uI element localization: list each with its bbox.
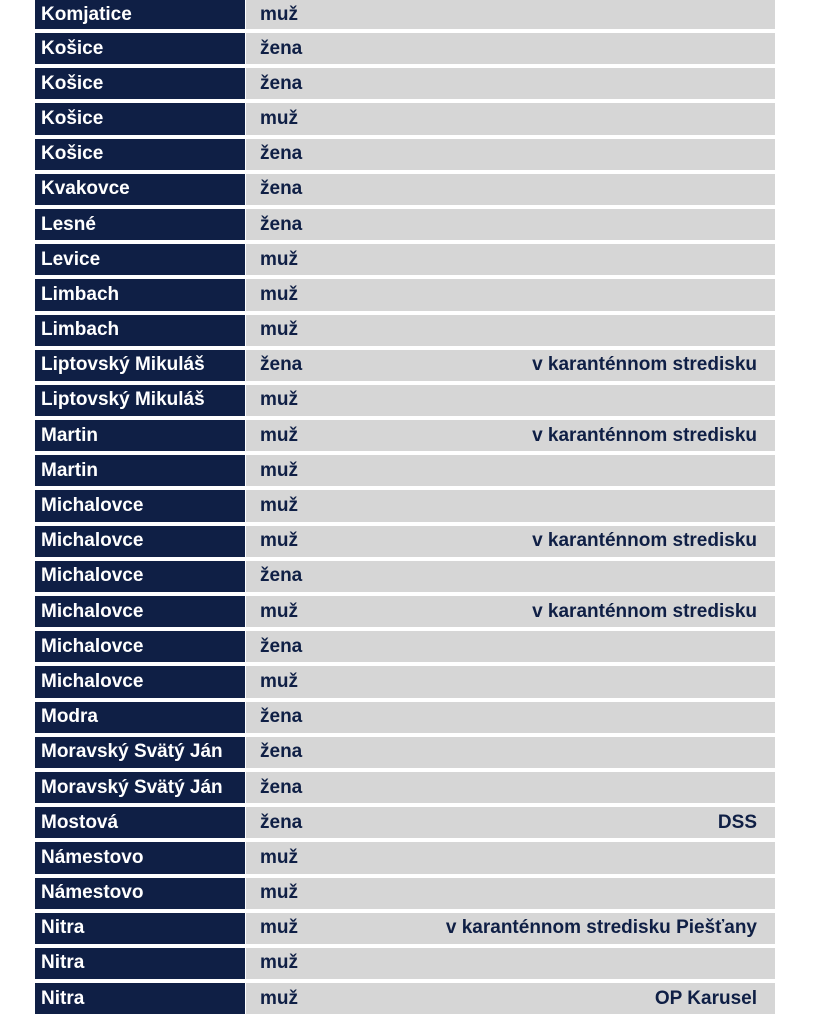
table-row — [35, 772, 775, 803]
city-cell: Nitra — [35, 913, 245, 944]
details-cell — [246, 385, 775, 416]
details-cell — [246, 526, 775, 557]
details-cell — [246, 842, 775, 873]
city-cell: Martin — [35, 455, 245, 486]
city-cell: Námestovo — [35, 842, 245, 873]
gender-cell: muž — [260, 882, 298, 904]
city-cell: Limbach — [35, 279, 245, 310]
details-cell — [246, 702, 775, 733]
details-cell — [246, 666, 775, 697]
gender-cell: žena — [260, 741, 303, 763]
table-row — [35, 561, 775, 592]
table-row — [35, 139, 775, 170]
note-cell: v karanténnom stredisku — [532, 600, 757, 622]
city-cell: Nitra — [35, 948, 245, 979]
note-cell: v karanténnom stredisku Piešťany — [445, 917, 757, 939]
table-row — [35, 842, 775, 873]
city-cell: Limbach — [35, 315, 245, 346]
details-cell — [246, 490, 775, 521]
gender-cell: muž — [260, 600, 298, 622]
gender-cell: muž — [260, 248, 298, 270]
gender-cell: muž — [260, 107, 298, 129]
gender-cell: muž — [260, 530, 298, 552]
cases-table — [35, 0, 775, 1018]
note-cell: OP Karusel — [654, 987, 757, 1009]
gender-cell: žena — [260, 811, 303, 833]
details-cell — [246, 68, 775, 99]
gender-cell: muž — [260, 917, 298, 939]
table-row — [35, 631, 775, 662]
gender-cell: žena — [260, 565, 303, 587]
city-cell: Kvakovce — [35, 174, 245, 205]
city-cell: Mostová — [35, 807, 245, 838]
table-row — [35, 103, 775, 134]
city-cell: Modra — [35, 702, 245, 733]
table-row — [35, 948, 775, 979]
table-row — [35, 913, 775, 944]
table-row — [35, 983, 775, 1014]
details-cell — [246, 139, 775, 170]
gender-cell: žena — [260, 354, 303, 376]
gender-cell: muž — [260, 459, 298, 481]
city-cell: Michalovce — [35, 490, 245, 521]
details-cell — [246, 244, 775, 275]
gender-cell: žena — [260, 178, 303, 200]
table-row — [35, 526, 775, 557]
details-cell — [246, 948, 775, 979]
city-cell: Nitra — [35, 983, 245, 1014]
gender-cell: žena — [260, 635, 303, 657]
table-row — [35, 455, 775, 486]
table-row — [35, 596, 775, 627]
table-row — [35, 350, 775, 381]
city-cell: Martin — [35, 420, 245, 451]
table-row — [35, 33, 775, 64]
gender-cell: muž — [260, 846, 298, 868]
gender-cell: žena — [260, 37, 303, 59]
table-row — [35, 490, 775, 521]
city-cell: Michalovce — [35, 631, 245, 662]
table-row — [35, 737, 775, 768]
table-row — [35, 174, 775, 205]
table-row — [35, 244, 775, 275]
details-cell — [246, 807, 775, 838]
gender-cell: muž — [260, 952, 298, 974]
note-cell: v karanténnom stredisku — [532, 354, 757, 376]
city-cell: Liptovský Mikuláš — [35, 350, 245, 381]
details-cell — [246, 561, 775, 592]
gender-cell: muž — [260, 987, 298, 1009]
city-cell: Michalovce — [35, 596, 245, 627]
table-row — [35, 0, 775, 29]
city-cell: Košice — [35, 68, 245, 99]
city-cell: Michalovce — [35, 526, 245, 557]
table-row — [35, 68, 775, 99]
city-cell: Lesné — [35, 209, 245, 240]
gender-cell: žena — [260, 143, 303, 165]
table-row — [35, 420, 775, 451]
city-cell: Michalovce — [35, 666, 245, 697]
details-cell — [246, 279, 775, 310]
gender-cell: muž — [260, 670, 298, 692]
details-cell — [246, 983, 775, 1014]
city-cell: Komjatice — [35, 0, 245, 29]
city-cell: Košice — [35, 139, 245, 170]
city-cell: Moravský Svätý Ján — [35, 737, 245, 768]
gender-cell: muž — [260, 495, 298, 517]
details-cell — [246, 174, 775, 205]
table-row — [35, 279, 775, 310]
table-row — [35, 315, 775, 346]
table-row — [35, 666, 775, 697]
gender-cell: muž — [260, 424, 298, 446]
city-cell: Michalovce — [35, 561, 245, 592]
gender-cell: muž — [260, 319, 298, 341]
details-cell — [246, 0, 775, 29]
details-cell — [246, 878, 775, 909]
details-cell — [246, 913, 775, 944]
gender-cell: muž — [260, 389, 298, 411]
gender-cell: žena — [260, 72, 303, 94]
city-cell: Námestovo — [35, 878, 245, 909]
details-cell — [246, 772, 775, 803]
details-cell — [246, 420, 775, 451]
table-row — [35, 878, 775, 909]
city-cell: Moravský Svätý Ján — [35, 772, 245, 803]
table-row — [35, 807, 775, 838]
details-cell — [246, 596, 775, 627]
details-cell — [246, 103, 775, 134]
table-row — [35, 209, 775, 240]
details-cell — [246, 315, 775, 346]
city-cell: Košice — [35, 33, 245, 64]
gender-cell: muž — [260, 283, 298, 305]
gender-cell: žena — [260, 776, 303, 798]
details-cell — [246, 737, 775, 768]
gender-cell: žena — [260, 213, 303, 235]
city-cell: Košice — [35, 103, 245, 134]
details-cell — [246, 33, 775, 64]
table-row — [35, 385, 775, 416]
table-row — [35, 702, 775, 733]
note-cell: DSS — [717, 811, 757, 833]
city-cell: Liptovský Mikuláš — [35, 385, 245, 416]
city-cell: Levice — [35, 244, 245, 275]
gender-cell: žena — [260, 706, 303, 728]
details-cell — [246, 209, 775, 240]
details-cell — [246, 631, 775, 662]
details-cell — [246, 350, 775, 381]
details-cell — [246, 455, 775, 486]
note-cell: v karanténnom stredisku — [532, 530, 757, 552]
gender-cell: muž — [260, 3, 298, 25]
note-cell: v karanténnom stredisku — [532, 424, 757, 446]
